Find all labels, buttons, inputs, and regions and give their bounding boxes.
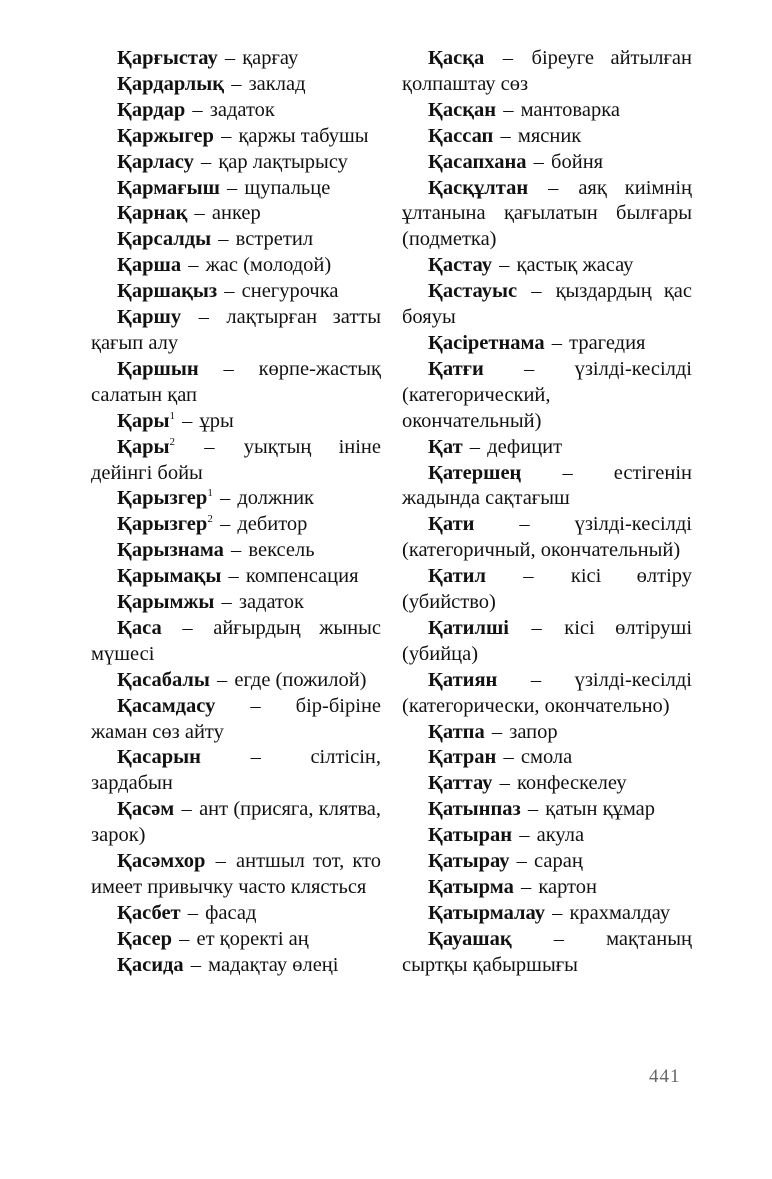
entry-headword: Қасарын (117, 746, 201, 769)
dictionary-entry (91, 357, 381, 409)
entry-superscript: 2 (207, 513, 213, 526)
entry-separator: – (221, 124, 232, 147)
entry-headword: Қатынпаз (428, 798, 521, 821)
entry-definition: айғырдың жыныс мүшесі (91, 616, 382, 665)
entry-definition: мақтаның сыртқы қабыршығы (402, 927, 692, 976)
entry-separator: – (219, 513, 231, 536)
entry-headword: Қаршын (117, 357, 199, 380)
left-column (91, 46, 381, 979)
entry-definition: сараң (534, 850, 583, 873)
entry-headword: Қарша (117, 254, 182, 277)
entry-headword: Қардар (117, 98, 186, 121)
dictionary-entry (402, 150, 692, 176)
entry-definition: антшыл тот, кто имеет привычку часто клясться (91, 850, 381, 898)
entry-definition: должник (237, 487, 315, 510)
dictionary-entry (91, 486, 381, 512)
entry-separator: – (224, 280, 235, 303)
entry-headword: Қасер (117, 927, 172, 950)
entry-headword: Қасабалы (117, 668, 210, 691)
dictionary-entry (91, 590, 381, 616)
entry-headword: Қарласу (117, 150, 194, 173)
entry-separator: – (519, 513, 530, 536)
entry-definition: қар лақтырысу (218, 150, 348, 173)
dictionary-entry (402, 512, 692, 564)
dictionary-entry (91, 98, 381, 124)
entry-definition: крахмалдау (569, 901, 671, 924)
entry-separator: – (182, 409, 193, 432)
entry-headword: Қарғыстау (117, 47, 218, 69)
entry-headword: Қасапхана (428, 150, 527, 173)
entry-headword: Қастау (428, 254, 492, 277)
entry-headword: Қарызгер (117, 513, 208, 536)
dictionary-entry (91, 616, 381, 668)
entry-definition: трагедия (569, 331, 646, 354)
entry-separator: – (198, 306, 209, 329)
dictionary-entry (91, 901, 381, 927)
entry-superscript: 1 (169, 409, 176, 422)
entry-headword: Қатран (428, 746, 497, 769)
dictionary-entry (91, 849, 381, 901)
entry-headword: Қатершең (428, 461, 522, 484)
entry-separator: – (530, 668, 542, 691)
entry-definition: үзілді-кесілді (категорический, окончательный) (402, 357, 692, 432)
entry-definition: картон (538, 876, 597, 898)
dictionary-entry (402, 616, 692, 668)
entry-definition: ант (присяга, клятва, зарок) (91, 798, 382, 847)
entry-separator: – (187, 901, 198, 924)
dictionary-entry (91, 538, 381, 564)
dictionary-entry (91, 797, 381, 849)
entry-definition: вексель (248, 539, 315, 562)
entry-separator: – (215, 850, 226, 873)
dictionary-entry (91, 227, 381, 253)
entry-definition: ұры (199, 409, 234, 432)
entry-separator: – (502, 47, 514, 69)
entry-headword: Қассап (428, 124, 494, 147)
entry-definition: смола (520, 746, 573, 769)
entry-definition: уықтың ініне дейінгі бойы (91, 435, 382, 484)
dictionary-entry (91, 694, 381, 746)
entry-separator: – (250, 694, 261, 717)
entry-definition: кісі өлтіру (убийство) (402, 565, 693, 614)
dictionary-entry (91, 435, 381, 487)
entry-headword: Қатырмалау (428, 901, 545, 924)
entry-definition: көрпе-жастық салатын қап (91, 357, 381, 406)
entry-definition: задаток (209, 98, 275, 121)
dictionary-entry (402, 849, 692, 875)
entry-separator: – (499, 772, 510, 795)
entry-separator: – (179, 927, 190, 950)
entry-separator: – (194, 202, 205, 225)
entry-separator: – (516, 850, 527, 873)
entry-headword: Қарсалды (117, 228, 212, 251)
entry-headword: Қауашақ (428, 927, 512, 950)
entry-separator: – (503, 746, 514, 769)
entry-headword: Қармағыш (117, 176, 220, 199)
dictionary-entry (91, 512, 381, 538)
entry-definition: ет қоректі аң (196, 927, 309, 950)
entry-separator: – (548, 176, 559, 199)
entry-definition: конфескелеу (516, 772, 627, 795)
entry-separator: – (524, 357, 535, 380)
entry-definition: акула (536, 824, 585, 847)
entry-headword: Қарнақ (117, 202, 188, 225)
entry-separator: – (190, 953, 202, 976)
entry-separator: – (227, 176, 238, 199)
entry-separator: – (469, 435, 481, 458)
entry-headword: Қат (428, 435, 463, 458)
dictionary-entry (91, 150, 381, 176)
entry-definition: бойня (551, 150, 604, 173)
dictionary-entry (91, 279, 381, 305)
entry-separator: – (204, 435, 215, 458)
dictionary-entry (402, 98, 692, 124)
dictionary-entry (91, 927, 381, 953)
entry-definition: мясник (517, 124, 582, 147)
entry-definition: естігенін жадында сақтағыш (402, 461, 692, 510)
entry-headword: Қати (428, 513, 475, 536)
entry-definition: қатын құмар (545, 798, 656, 821)
entry-headword: Қаса (117, 616, 162, 639)
dictionary-entry (402, 564, 692, 616)
entry-headword: Қаржыгер (117, 124, 214, 147)
entry-separator: – (519, 824, 530, 847)
entry-definition: дефицит (487, 435, 563, 458)
entry-headword: Қарымжы (117, 591, 215, 614)
entry-separator: – (188, 254, 199, 277)
entry-headword: Қатырау (428, 850, 510, 873)
page-number: 441 (649, 1066, 681, 1087)
entry-headword: Қасіретнама (428, 331, 545, 354)
entry-headword: Қастауыс (428, 280, 518, 303)
entry-separator: – (250, 746, 261, 769)
entry-separator: – (552, 901, 563, 924)
entry-separator: – (551, 331, 562, 354)
entry-headword: Қатыран (428, 824, 513, 847)
entry-separator: – (221, 591, 232, 614)
entry-headword: Қасбет (117, 901, 181, 924)
entry-definition: үзілді-кесілді (категорически, окончательно) (402, 668, 692, 717)
entry-headword: Қарызнама (117, 539, 224, 562)
dictionary-entry (402, 797, 692, 823)
entry-definition: кісі өлтіруші (убийца) (402, 616, 693, 665)
dictionary-entry (91, 409, 381, 435)
entry-definition: егде (пожилой) (234, 668, 367, 691)
entry-headword: Қатиян (428, 668, 498, 691)
entry-headword: Қасәмхор (117, 850, 206, 873)
entry-headword: Қардарлық (117, 72, 225, 95)
entry-separator: – (527, 798, 539, 821)
entry-definition: фасад (205, 901, 257, 924)
entry-separator: – (223, 357, 234, 380)
entry-headword: Қасқұлтан (428, 176, 529, 199)
dictionary-entry (91, 953, 381, 979)
entry-definition: мантоварка (520, 98, 620, 121)
entry-headword: Қарызгер (117, 487, 208, 510)
entry-separator: – (503, 98, 514, 121)
entry-headword: Қаршу (117, 306, 182, 329)
entry-headword: Қатпа (428, 720, 485, 743)
dictionary-entry (402, 745, 692, 771)
entry-definition: қаржы табушы (238, 124, 369, 147)
entry-separator: – (231, 539, 242, 562)
dictionary-entry (402, 176, 692, 254)
dictionary-entry (402, 124, 692, 150)
entry-separator: – (224, 47, 236, 69)
dictionary-entry (91, 72, 381, 98)
dictionary-entry (91, 176, 381, 202)
entry-definition: запор (509, 720, 558, 743)
entry-separator: – (217, 668, 228, 691)
entry-headword: Қасқан (428, 98, 497, 121)
dictionary-entry (91, 46, 381, 72)
dictionary-entry (402, 901, 692, 927)
entry-headword: Қатилші (428, 616, 509, 639)
dictionary-entry (91, 201, 381, 227)
entry-definition: дебитор (237, 513, 308, 536)
entry-headword: Қасқа (428, 47, 485, 69)
entry-headword: Қатғи (428, 357, 484, 380)
right-column (402, 46, 692, 979)
entry-headword: Қаттау (428, 772, 493, 795)
entry-definition: қыздардың қас бояуы (402, 280, 692, 329)
entry-separator: – (219, 487, 231, 510)
entry-definition: снегурочка (241, 280, 339, 303)
entry-separator: – (231, 72, 242, 95)
entry-definition: бір-біріне жаман сөз айту (91, 694, 382, 743)
entry-definition: лақтырған затты қағып алу (91, 306, 382, 354)
entry-separator: – (520, 876, 532, 898)
dictionary-entry (402, 435, 692, 461)
entry-definition: үзілді-кесілді (категоричный, окончательный) (402, 513, 692, 562)
dictionary-entry (402, 823, 692, 849)
entry-headword: Қатил (428, 565, 486, 588)
entry-separator: – (181, 798, 192, 821)
entry-definition: жас (молодой) (205, 254, 332, 277)
dictionary-entry (402, 875, 692, 901)
entry-headword: Қарымақы (117, 565, 222, 588)
entry-definition: аяқ киімнің ұлтанына қағылатын былғары (подметка) (402, 176, 692, 251)
entry-definition: задаток (238, 591, 304, 614)
entry-definition: заклад (248, 72, 306, 95)
entry-separator: – (533, 150, 544, 173)
entry-definition: компенсация (245, 565, 359, 588)
dictionary-entry (91, 124, 381, 150)
entry-definition: встретил (235, 228, 314, 251)
entry-separator: – (531, 616, 542, 639)
entry-definition: мадақтау өлеңі (208, 953, 339, 976)
entry-separator: – (228, 565, 239, 588)
entry-separator: – (562, 461, 573, 484)
entry-headword: Қары (117, 435, 170, 458)
dictionary-entry (402, 331, 692, 357)
dictionary-entry (402, 253, 692, 279)
entry-separator: – (523, 565, 534, 588)
dictionary-entry (402, 927, 692, 979)
dictionary-entry (91, 668, 381, 694)
entry-separator: – (531, 280, 542, 303)
dictionary-entry (402, 46, 692, 98)
dictionary-entry (402, 720, 692, 746)
entry-headword: Қасәм (117, 798, 175, 821)
dictionary-entry (91, 745, 381, 797)
entry-separator: – (200, 150, 212, 173)
entry-headword: Қары (117, 409, 170, 432)
entry-definition: сілтісін, зардабын (91, 746, 382, 795)
dictionary-entry (91, 564, 381, 590)
entry-definition: анкер (211, 202, 261, 225)
entry-definition: қастық жасау (516, 254, 634, 277)
entry-separator: – (491, 720, 503, 743)
entry-superscript: 2 (169, 435, 176, 448)
dictionary-entry (402, 357, 692, 435)
entry-headword: Қасамдасу (117, 694, 216, 717)
entry-separator: – (499, 254, 510, 277)
dictionary-entry (402, 279, 692, 331)
entry-headword: Қаршақыз (117, 280, 218, 303)
entry-definition: щупальце (244, 176, 331, 199)
dictionary-entry (402, 668, 692, 720)
entry-separator: – (500, 124, 511, 147)
entry-separator: – (218, 228, 229, 251)
entry-definition: қарғау (242, 47, 299, 69)
dictionary-entry (402, 461, 692, 513)
entry-separator: – (182, 616, 193, 639)
dictionary-entry (91, 253, 381, 279)
entry-definition: біреуге айтылған қолпаштау сөз (402, 47, 692, 95)
dictionary-entry (91, 305, 381, 357)
entry-superscript: 1 (207, 487, 213, 500)
entry-separator: – (192, 98, 203, 121)
entry-headword: Қасида (117, 953, 184, 976)
dictionary-entry (402, 771, 692, 797)
entry-separator: – (553, 927, 564, 950)
entry-headword: Қатырма (428, 876, 514, 898)
